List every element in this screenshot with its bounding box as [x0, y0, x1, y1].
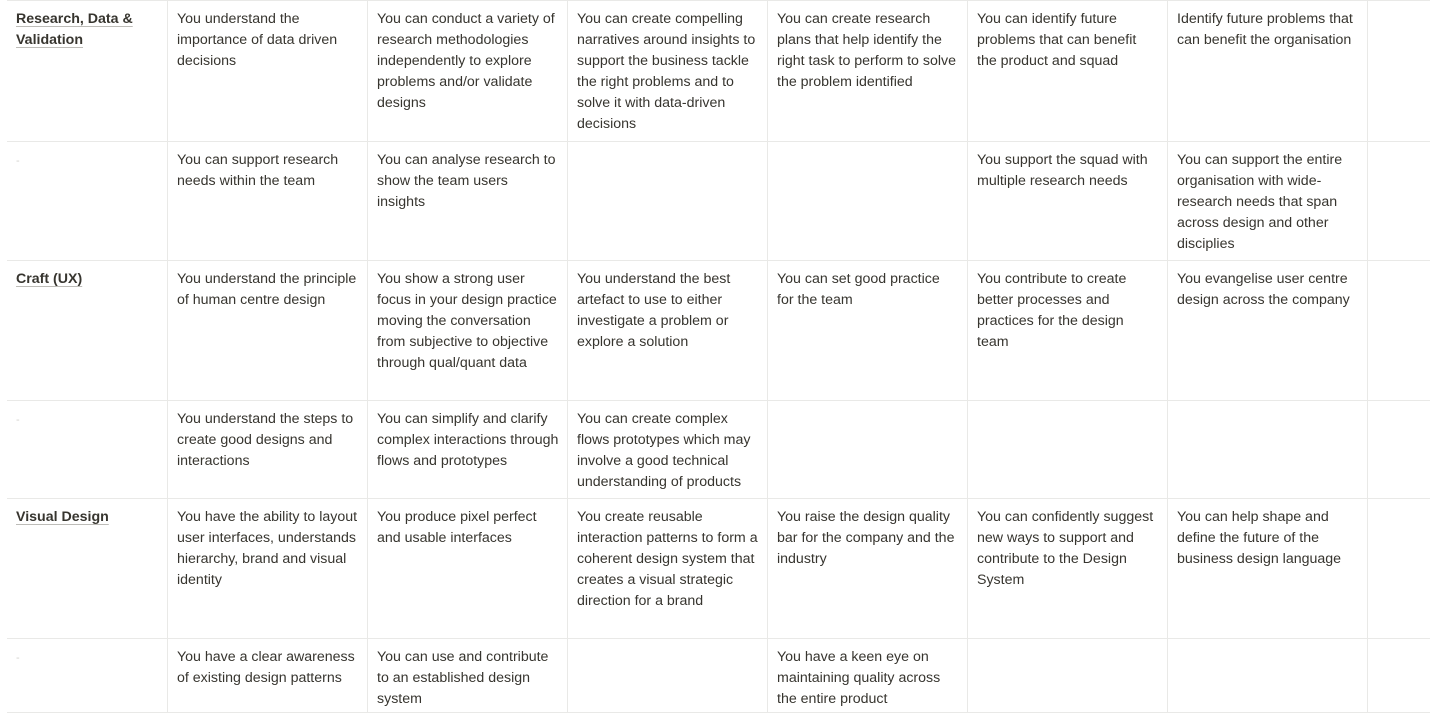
table-cell[interactable]: You can analyse research to show the team users insights	[368, 142, 568, 260]
table-row	[7, 261, 1430, 401]
table-cell[interactable]	[568, 639, 768, 712]
table-cell[interactable]	[768, 142, 968, 260]
table-row	[7, 499, 1430, 639]
row-category-cell[interactable]	[7, 401, 168, 498]
table-cell-empty[interactable]	[1368, 142, 1430, 260]
row-category-cell[interactable]	[7, 261, 168, 400]
row-category-cell[interactable]	[7, 499, 168, 638]
table-cell[interactable]	[768, 401, 968, 498]
table-cell[interactable]	[968, 639, 1168, 712]
skills-matrix-table	[7, 0, 1430, 713]
row-category-placeholder[interactable]: -	[16, 652, 20, 664]
table-cell[interactable]	[968, 401, 1168, 498]
table-cell[interactable]: You have the ability to layout user interfaces, understands hierarchy, brand and visual identity	[168, 499, 368, 638]
table-cell[interactable]: You can confidently suggest new ways to support and contribute to the Design System	[968, 499, 1168, 638]
table-cell[interactable]	[568, 142, 768, 260]
table-cell[interactable]: Identify future problems that can benefit the organisation	[1168, 1, 1368, 141]
table-cell[interactable]: You can create complex flows prototypes which may involve a good technical understanding of products	[568, 401, 768, 498]
table-cell[interactable]: You can create research plans that help identify the right task to perform to solve the problem identified	[768, 1, 968, 141]
table-cell-empty[interactable]	[1368, 261, 1430, 400]
table-cell[interactable]: You understand the importance of data driven decisions	[168, 1, 368, 141]
table-row	[7, 1, 1430, 142]
table-cell[interactable]	[1168, 639, 1368, 712]
table-cell[interactable]: You can set good practice for the team	[768, 261, 968, 400]
row-category-cell[interactable]	[7, 142, 168, 260]
table-cell[interactable]	[1168, 401, 1368, 498]
table-cell[interactable]: You support the squad with multiple research needs	[968, 142, 1168, 260]
table-row	[7, 639, 1430, 713]
table-cell[interactable]: You can conduct a variety of research methodologies independently to explore problems and/or validate designs	[368, 1, 568, 141]
table-cell[interactable]: You evangelise user centre design across the company	[1168, 261, 1368, 400]
table-cell[interactable]: You can support the entire organisation with wide-research needs that span across design and other disciplies	[1168, 142, 1368, 260]
table-cell[interactable]: You create reusable interaction patterns to form a coherent design system that creates a visual strategic direction for a brand	[568, 499, 768, 638]
table-cell[interactable]: You show a strong user focus in your design practice moving the conversation from subjective to objective through qual/quant data	[368, 261, 568, 400]
row-category-placeholder[interactable]: -	[16, 155, 20, 167]
row-category-cell[interactable]	[7, 1, 168, 141]
table-cell-empty[interactable]	[1368, 639, 1430, 712]
table-cell[interactable]: You understand the best artefact to use to either investigate a problem or explore a solution	[568, 261, 768, 400]
table-cell[interactable]: You produce pixel perfect and usable interfaces	[368, 499, 568, 638]
table-cell[interactable]: You can help shape and define the future of the business design language	[1168, 499, 1368, 638]
table-cell[interactable]: You have a clear awareness of existing design patterns	[168, 639, 368, 712]
table-row	[7, 401, 1430, 499]
table-cell[interactable]: You have a keen eye on maintaining quality across the entire product	[768, 639, 968, 712]
row-category-placeholder[interactable]: -	[16, 414, 20, 426]
row-category-title[interactable]: Craft (UX)	[16, 271, 83, 287]
table-cell[interactable]: You can simplify and clarify complex interactions through flows and prototypes	[368, 401, 568, 498]
table-row	[7, 142, 1430, 261]
table-cell-empty[interactable]	[1368, 401, 1430, 498]
table-cell[interactable]: You raise the design quality bar for the company and the industry	[768, 499, 968, 638]
row-category-title[interactable]: Research, Data & Validation	[16, 11, 133, 48]
row-category-cell[interactable]	[7, 639, 168, 712]
table-cell[interactable]: You contribute to create better processes and practices for the design team	[968, 261, 1168, 400]
table-cell[interactable]: You understand the principle of human centre design	[168, 261, 368, 400]
table-cell[interactable]: You can use and contribute to an established design system	[368, 639, 568, 712]
table-cell[interactable]: You understand the steps to create good designs and interactions	[168, 401, 368, 498]
table-cell-empty[interactable]	[1368, 1, 1430, 141]
table-cell[interactable]: You can identify future problems that can benefit the product and squad	[968, 1, 1168, 141]
row-category-title[interactable]: Visual Design	[16, 509, 109, 525]
table-cell[interactable]: You can create compelling narratives around insights to support the business tackle the right problems and to solve it with data-driven decisions	[568, 1, 768, 141]
table-cell-empty[interactable]	[1368, 499, 1430, 638]
table-cell[interactable]: You can support research needs within the team	[168, 142, 368, 260]
